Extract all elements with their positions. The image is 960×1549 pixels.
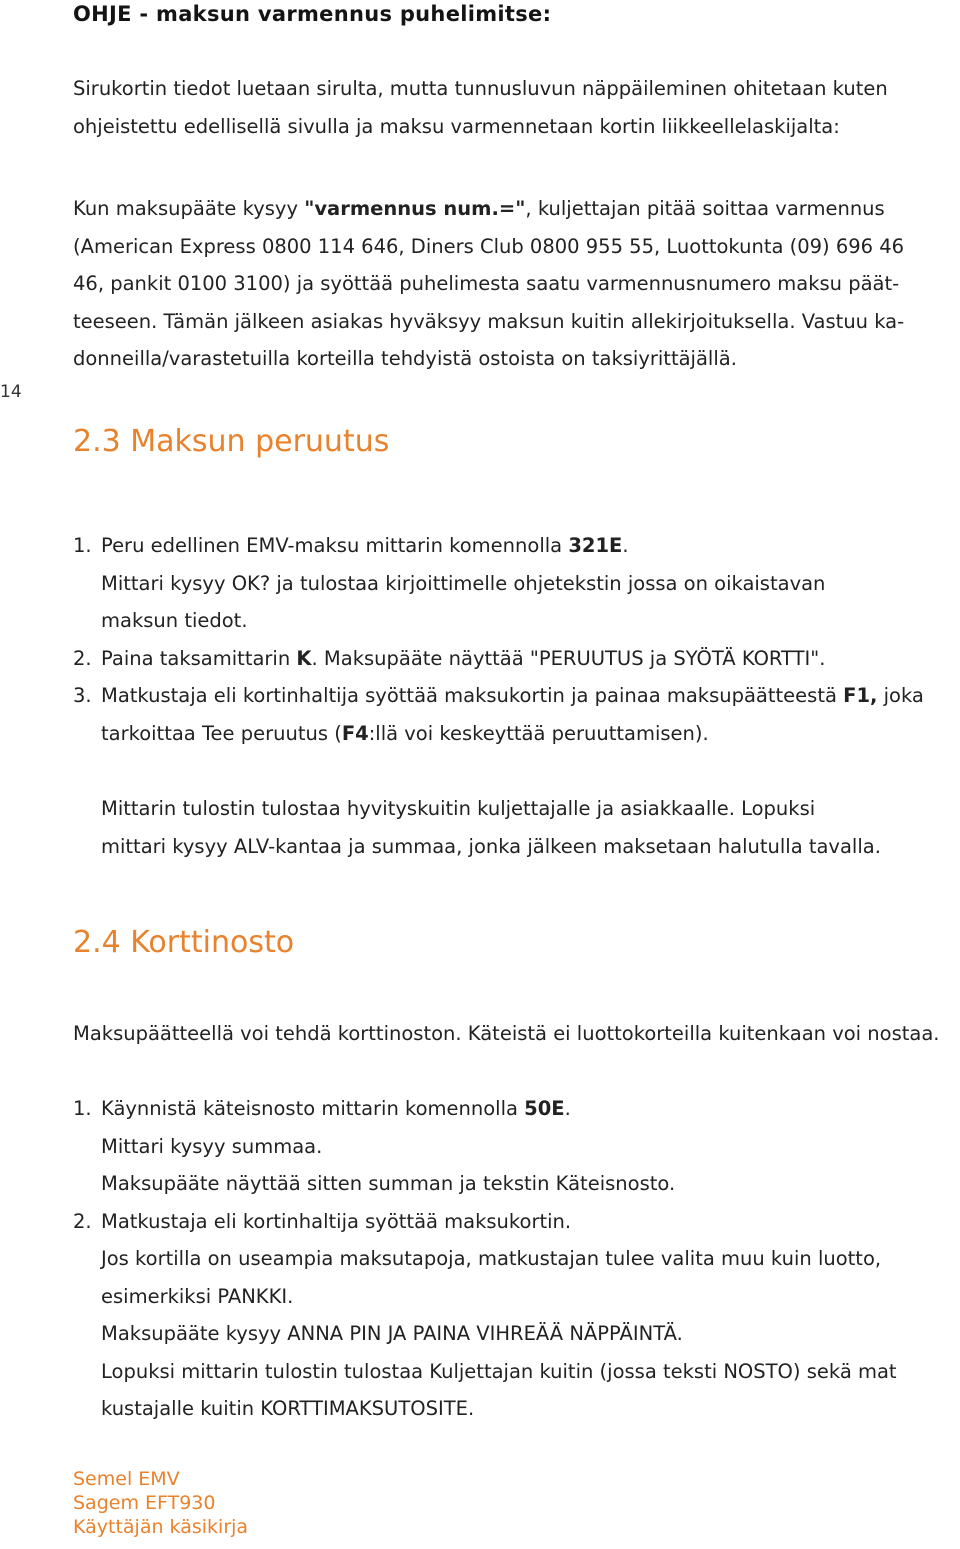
key-label: K [296, 646, 312, 670]
withdrawal-intro [73, 1015, 957, 1053]
section-heading-withdrawal: 2.4 Korttinosto [73, 925, 295, 960]
verify-line: teeseen. Tämän jälkeen asiakas hyväksyy maksun kuitin allekirjoituksella. Vastuu ka- [73, 309, 905, 333]
list-number: 3. [73, 684, 92, 707]
list-text: Paina taksamittarin [101, 646, 297, 670]
intro-line: Sirukortin tiedot luetaan sirulta, mutta tunnusluvun näppäileminen ohitetaan kuten [73, 77, 888, 100]
list-item-continuation: maksun tiedot. [101, 609, 248, 632]
refund-after-paragraph [73, 790, 957, 865]
footer-line: Käyttäjän käsikirja [73, 1516, 249, 1538]
verify-line [73, 190, 957, 228]
list-text: Käynnistä käteisnosto mittarin komennolla [101, 1097, 525, 1120]
list-item-continuation: Jos kortilla on useampia maksutapoja, matkustajan tulee valita muu kuin luotto, [101, 1247, 882, 1270]
list-item [73, 527, 957, 565]
footer-line: Semel EMV [73, 1468, 180, 1490]
list-text: . [622, 534, 629, 557]
list-item [73, 640, 957, 678]
list-text: tarkoittaa Tee peruutus ( [101, 721, 342, 745]
list-number: 1. [73, 1097, 92, 1120]
section-heading-refund: 2.3 Maksun peruutus [73, 424, 390, 459]
verify-text: , kuljettajan pitää soittaa varmennus [525, 197, 885, 220]
verify-paragraph [73, 190, 957, 378]
refund-steps [73, 527, 957, 752]
document-title: OHJE - maksun varmennus puhelimitse: [73, 2, 552, 26]
list-number: 2. [73, 1209, 92, 1233]
paragraph-line: Mittarin tulostin tulostaa hyvityskuitin kuljettajalle ja asiakkaalle. Lopuksi [101, 797, 816, 820]
withdrawal-steps [73, 1090, 957, 1428]
list-item-continuation [73, 715, 957, 753]
footer-product-info [73, 1467, 248, 1539]
list-item-continuation: Maksupääte kysyy ANNA PIN JA PAINA VIHREÄÄ NÄPPÄINTÄ. [101, 1322, 683, 1345]
command-code: 321E [568, 534, 623, 557]
list-text: Matkustaja eli kortinhaltija syöttää maksukortin. [101, 1209, 572, 1233]
list-item [73, 1090, 957, 1128]
intro-line: ohjeistettu edellisellä sivulla ja maksu varmennetaan kortin liikkeellelaskijalta: [73, 114, 840, 138]
verify-line: 46, pankit 0100 3100) ja syöttää puhelimesta saatu varmennusnumero maksu päät- [73, 272, 900, 295]
list-item-continuation: esimerkiksi PANKKI. [101, 1284, 294, 1308]
verify-text: Kun maksupääte kysyy [73, 197, 305, 220]
intro-paragraph [73, 70, 957, 145]
list-text: . Maksupääte näyttää "PERUUTUS ja SYÖTÄ KORTTI". [311, 646, 826, 670]
key-label: F1, [843, 684, 878, 707]
footer-line: Sagem EFT930 [73, 1492, 216, 1514]
verify-line: (American Express 0800 114 646, Diners Club 0800 955 55, Luottokunta (09) 696 46 [73, 234, 905, 258]
list-item-continuation: kustajalle kuitin KORTTIMAKSUTOSITE. [101, 1397, 475, 1420]
verify-prompt: "varmennus num.=" [304, 197, 526, 220]
list-text: . [564, 1097, 571, 1120]
list-text: Peru edellinen EMV-maksu mittarin komennolla [101, 534, 569, 557]
list-item-continuation: Maksupääte näyttää sitten summan ja tekstin Käteisnosto. [101, 1172, 676, 1195]
verify-line: donneilla/varastetuilla korteilla tehdyistä ostoista on taksiyrittäjällä. [73, 347, 737, 370]
list-item [73, 1203, 957, 1241]
list-item-continuation: Mittari kysyy summaa. [101, 1134, 323, 1158]
page-number: 14 [0, 382, 22, 402]
paragraph-line: mittari kysyy ALV-kantaa ja summaa, jonka jälkeen maksetaan halutulla tavalla. [101, 834, 881, 858]
list-item [73, 677, 957, 715]
command-code: 50E [524, 1097, 565, 1120]
list-item-continuation: Mittari kysyy OK? ja tulostaa kirjoittimelle ohjetekstin jossa on oikaistavan [101, 571, 826, 595]
list-text: joka [877, 684, 924, 707]
list-text: :llä voi keskeyttää peruuttamisen). [368, 721, 709, 745]
list-text: Matkustaja eli kortinhaltija syöttää maksukortin ja painaa maksupäätteestä [101, 684, 844, 707]
key-label: F4 [341, 721, 369, 745]
list-number: 2. [73, 646, 92, 670]
list-number: 1. [73, 534, 92, 557]
paragraph-line: Maksupäätteellä voi tehdä korttinoston. Käteistä ei luottokorteilla kuitenkaan voi nostaa. [73, 1022, 940, 1045]
list-item-continuation: Lopuksi mittarin tulostin tulostaa Kuljettajan kuitin (jossa teksti NOSTO) sekä mat [101, 1359, 897, 1383]
